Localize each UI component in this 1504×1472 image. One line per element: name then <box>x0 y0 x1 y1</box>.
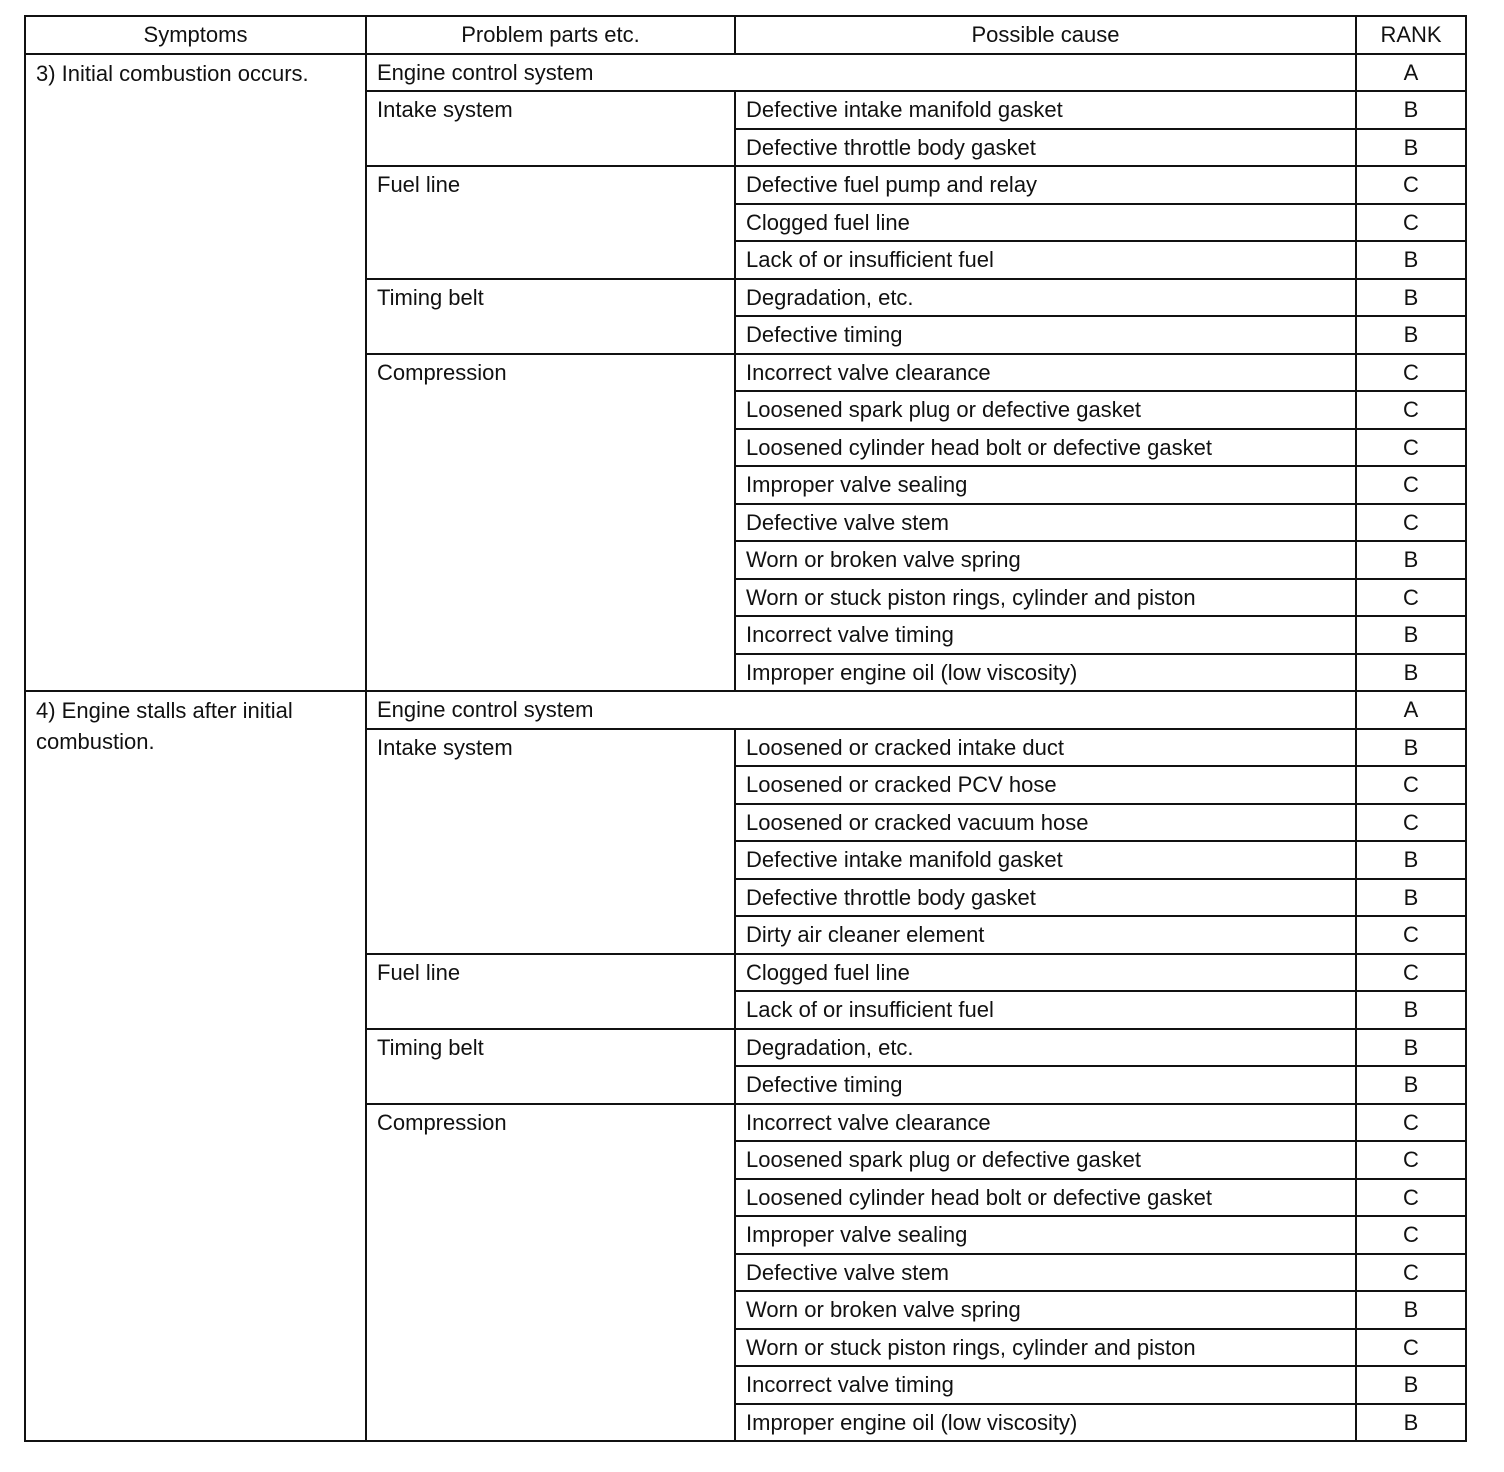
rank-cell: C <box>1356 954 1466 992</box>
possible-cause-cell: Improper engine oil (low viscosity) <box>735 1404 1356 1442</box>
rank-cell: B <box>1356 316 1466 354</box>
possible-cause-cell: Worn or broken valve spring <box>735 541 1356 579</box>
rank-cell: B <box>1356 654 1466 692</box>
symptom-cell: 4) Engine stalls after initial combustion. <box>25 691 366 1441</box>
header-row <box>25 16 1466 54</box>
problem-part-cell: Compression <box>366 1104 735 1442</box>
possible-cause-cell: Worn or stuck piston rings, cylinder and piston <box>735 579 1356 617</box>
rank-cell: C <box>1356 466 1466 504</box>
possible-cause-cell: Loosened cylinder head bolt or defective gasket <box>735 429 1356 467</box>
header-rank: RANK <box>1356 16 1466 54</box>
possible-cause-cell: Defective fuel pump and relay <box>735 166 1356 204</box>
problem-part-cell: Fuel line <box>366 954 735 1029</box>
possible-cause-cell: Defective timing <box>735 316 1356 354</box>
possible-cause-cell: Improper valve sealing <box>735 466 1356 504</box>
rank-cell: B <box>1356 91 1466 129</box>
possible-cause-cell: Incorrect valve clearance <box>735 354 1356 392</box>
possible-cause-cell: Clogged fuel line <box>735 954 1356 992</box>
possible-cause-cell: Loosened or cracked intake duct <box>735 729 1356 767</box>
rank-cell: C <box>1356 766 1466 804</box>
possible-cause-cell: Defective valve stem <box>735 504 1356 542</box>
header-problem-parts: Problem parts etc. <box>366 16 735 54</box>
rank-cell: B <box>1356 616 1466 654</box>
possible-cause-cell: Loosened or cracked PCV hose <box>735 766 1356 804</box>
possible-cause-cell: Dirty air cleaner element <box>735 916 1356 954</box>
possible-cause-cell: Improper valve sealing <box>735 1216 1356 1254</box>
rank-cell: C <box>1356 166 1466 204</box>
rank-cell: B <box>1356 1066 1466 1104</box>
rank-cell: C <box>1356 1329 1466 1367</box>
possible-cause-cell: Improper engine oil (low viscosity) <box>735 654 1356 692</box>
possible-cause-cell: Lack of or insufficient fuel <box>735 241 1356 279</box>
diagnosis-table <box>24 15 1467 1442</box>
possible-cause-cell: Clogged fuel line <box>735 204 1356 242</box>
rank-cell: C <box>1356 429 1466 467</box>
rank-cell: C <box>1356 204 1466 242</box>
possible-cause-cell: Defective timing <box>735 1066 1356 1104</box>
rank-cell: B <box>1356 729 1466 767</box>
rank-cell: B <box>1356 279 1466 317</box>
rank-cell: C <box>1356 354 1466 392</box>
possible-cause-cell: Incorrect valve timing <box>735 616 1356 654</box>
rank-cell: C <box>1356 916 1466 954</box>
rank-cell: B <box>1356 1291 1466 1329</box>
rank-cell: B <box>1356 129 1466 167</box>
rank-cell: B <box>1356 1404 1466 1442</box>
rank-cell: C <box>1356 1141 1466 1179</box>
table-row <box>25 54 1466 92</box>
possible-cause-cell: Loosened spark plug or defective gasket <box>735 1141 1356 1179</box>
possible-cause-cell: Worn or broken valve spring <box>735 1291 1356 1329</box>
rank-cell: C <box>1356 391 1466 429</box>
possible-cause-cell: Defective intake manifold gasket <box>735 841 1356 879</box>
rank-cell: B <box>1356 241 1466 279</box>
rank-cell: B <box>1356 1366 1466 1404</box>
possible-cause-cell: Defective intake manifold gasket <box>735 91 1356 129</box>
problem-part-cell: Intake system <box>366 729 735 954</box>
problem-part-cell: Engine control system <box>366 691 1356 729</box>
problem-part-cell: Timing belt <box>366 1029 735 1104</box>
header-symptoms: Symptoms <box>25 16 366 54</box>
rank-cell: B <box>1356 879 1466 917</box>
possible-cause-cell: Loosened spark plug or defective gasket <box>735 391 1356 429</box>
table-body <box>25 54 1466 1442</box>
possible-cause-cell: Defective throttle body gasket <box>735 129 1356 167</box>
rank-cell: B <box>1356 841 1466 879</box>
rank-cell: A <box>1356 54 1466 92</box>
possible-cause-cell: Lack of or insufficient fuel <box>735 991 1356 1029</box>
possible-cause-cell: Incorrect valve timing <box>735 1366 1356 1404</box>
possible-cause-cell: Incorrect valve clearance <box>735 1104 1356 1142</box>
possible-cause-cell: Degradation, etc. <box>735 279 1356 317</box>
possible-cause-cell: Worn or stuck piston rings, cylinder and piston <box>735 1329 1356 1367</box>
rank-cell: C <box>1356 1179 1466 1217</box>
rank-cell: B <box>1356 1029 1466 1067</box>
problem-part-cell: Compression <box>366 354 735 692</box>
rank-cell: C <box>1356 1216 1466 1254</box>
possible-cause-cell: Defective throttle body gasket <box>735 879 1356 917</box>
problem-part-cell: Timing belt <box>366 279 735 354</box>
rank-cell: C <box>1356 579 1466 617</box>
rank-cell: A <box>1356 691 1466 729</box>
possible-cause-cell: Degradation, etc. <box>735 1029 1356 1067</box>
possible-cause-cell: Defective valve stem <box>735 1254 1356 1292</box>
possible-cause-cell: Loosened or cracked vacuum hose <box>735 804 1356 842</box>
problem-part-cell: Engine control system <box>366 54 1356 92</box>
rank-cell: C <box>1356 1254 1466 1292</box>
rank-cell: B <box>1356 541 1466 579</box>
rank-cell: C <box>1356 504 1466 542</box>
rank-cell: B <box>1356 991 1466 1029</box>
header-possible-cause: Possible cause <box>735 16 1356 54</box>
problem-part-cell: Intake system <box>366 91 735 166</box>
table-row <box>25 691 1466 729</box>
possible-cause-cell: Loosened cylinder head bolt or defective gasket <box>735 1179 1356 1217</box>
symptom-cell: 3) Initial combustion occurs. <box>25 54 366 692</box>
problem-part-cell: Fuel line <box>366 166 735 279</box>
rank-cell: C <box>1356 1104 1466 1142</box>
rank-cell: C <box>1356 804 1466 842</box>
